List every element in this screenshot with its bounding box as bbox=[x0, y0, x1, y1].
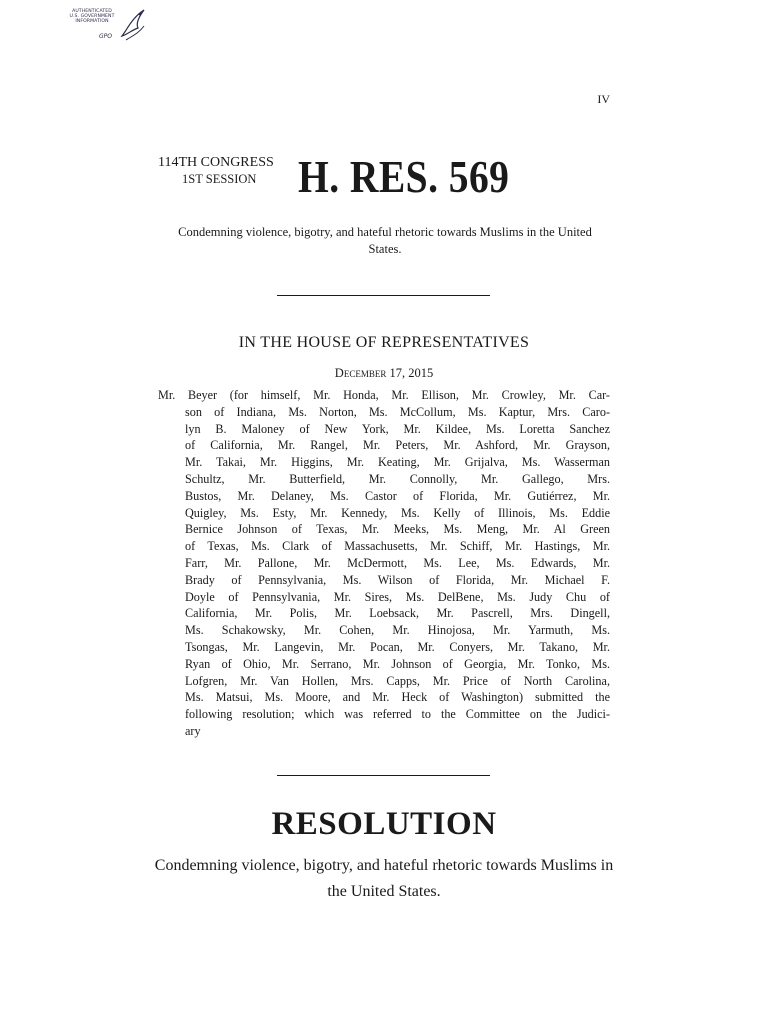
sponsor-line: Mr. Beyer (for himself, Mr. Honda, Mr. Ellison, Mr. Crowley, Mr. Car- bbox=[158, 388, 610, 402]
seal-line: U.S. GOVERNMENT bbox=[69, 14, 115, 19]
sponsor-line: Doyle of Pennsylvania, Mr. Sires, Ms. DelBene, Ms. Judy Chu of bbox=[185, 589, 610, 604]
sponsor-line: California, Mr. Polis, Mr. Loebsack, Mr. Pascrell, Mrs. Dingell, bbox=[185, 606, 610, 621]
sponsor-line: Bustos, Mr. Delaney, Ms. Castor of Florida, Mr. Gutiérrez, Mr. bbox=[185, 488, 610, 503]
congress-session-block bbox=[158, 155, 288, 187]
session-number: 1ST SESSION bbox=[182, 172, 257, 186]
short-title: Condemning violence, bigotry, and hateful rhetoric towards Muslims in the United States. bbox=[178, 225, 592, 256]
sponsor-line: son of Indiana, Ms. Norton, Ms. McCollum, Ms. Kaptur, Mrs. Caro- bbox=[185, 404, 610, 419]
seal-text bbox=[62, 9, 122, 24]
sponsor-line: of Texas, Ms. Clark of Massachusetts, Mr. Schiff, Mr. Hastings, Mr. bbox=[185, 539, 610, 554]
eagle-icon bbox=[118, 6, 148, 46]
sponsors-paragraph bbox=[158, 387, 610, 740]
introduction-date: December 17, 2015 bbox=[334, 366, 434, 380]
gpo-authentication-seal bbox=[62, 6, 146, 46]
chamber-heading: IN THE HOUSE OF REPRESENTATIVES bbox=[238, 334, 530, 351]
sponsor-line: Quigley, Ms. Esty, Mr. Kennedy, Ms. Kelly of Illinois, Ms. Eddie bbox=[185, 505, 610, 520]
sponsor-line: Farr, Mr. Pallone, Mr. McDermott, Ms. Lee, Ms. Edwards, Mr. bbox=[185, 555, 610, 570]
sponsor-line: Brady of Pennsylvania, Ms. Wilson of Florida, Mr. Michael F. bbox=[185, 572, 610, 587]
sponsor-line: ary bbox=[185, 723, 201, 738]
congress-number: 114TH CONGRESS bbox=[158, 155, 274, 170]
sponsor-line: Ms. Schakowsky, Mr. Cohen, Mr. Hinojosa, Mr. Yarmuth, Ms. bbox=[185, 623, 610, 638]
sponsor-line: Schultz, Mr. Butterfield, Mr. Connolly, Mr. Gallego, Mrs. bbox=[185, 471, 610, 486]
sponsor-line: Ryan of Ohio, Mr. Serrano, Mr. Johnson of Georgia, Mr. Tonko, Ms. bbox=[185, 656, 610, 671]
sponsor-line: Mr. Takai, Mr. Higgins, Mr. Keating, Mr. Grijalva, Ms. Wasserman bbox=[185, 455, 610, 470]
sponsor-line: following resolution; which was referred to the Committee on the Judici- bbox=[185, 707, 610, 722]
resolution-title: Condemning violence, bigotry, and hateful rhetoric towards Muslims in the United States. bbox=[154, 857, 614, 900]
bill-number: H. RES. 569 bbox=[298, 151, 510, 202]
sponsor-line: Bernice Johnson of Texas, Mr. Meeks, Ms. Meng, Mr. Al Green bbox=[185, 522, 610, 537]
sponsor-line: Lofgren, Mr. Van Hollen, Mrs. Capps, Mr. Price of North Carolina, bbox=[185, 673, 610, 688]
seal-agency-label: GPO bbox=[99, 33, 112, 40]
divider-rule bbox=[277, 775, 490, 776]
seal-line: INFORMATION bbox=[75, 19, 109, 24]
divider-rule bbox=[277, 295, 490, 296]
sponsor-line: of California, Mr. Rangel, Mr. Peters, Mr. Ashford, Mr. Grayson, bbox=[185, 438, 610, 453]
resolution-heading: RESOLUTION bbox=[271, 806, 497, 842]
sponsor-line: Ms. Matsui, Ms. Moore, and Mr. Heck of Washington) submitted the bbox=[185, 690, 610, 705]
sponsor-line: lyn B. Maloney of New York, Mr. Kildee, Ms. Loretta Sanchez bbox=[185, 421, 610, 436]
seal-line: AUTHENTICATED bbox=[72, 9, 112, 14]
sponsor-line: Tsongas, Mr. Langevin, Mr. Pocan, Mr. Conyers, Mr. Takano, Mr. bbox=[185, 639, 610, 654]
page-number: IV bbox=[597, 92, 610, 106]
